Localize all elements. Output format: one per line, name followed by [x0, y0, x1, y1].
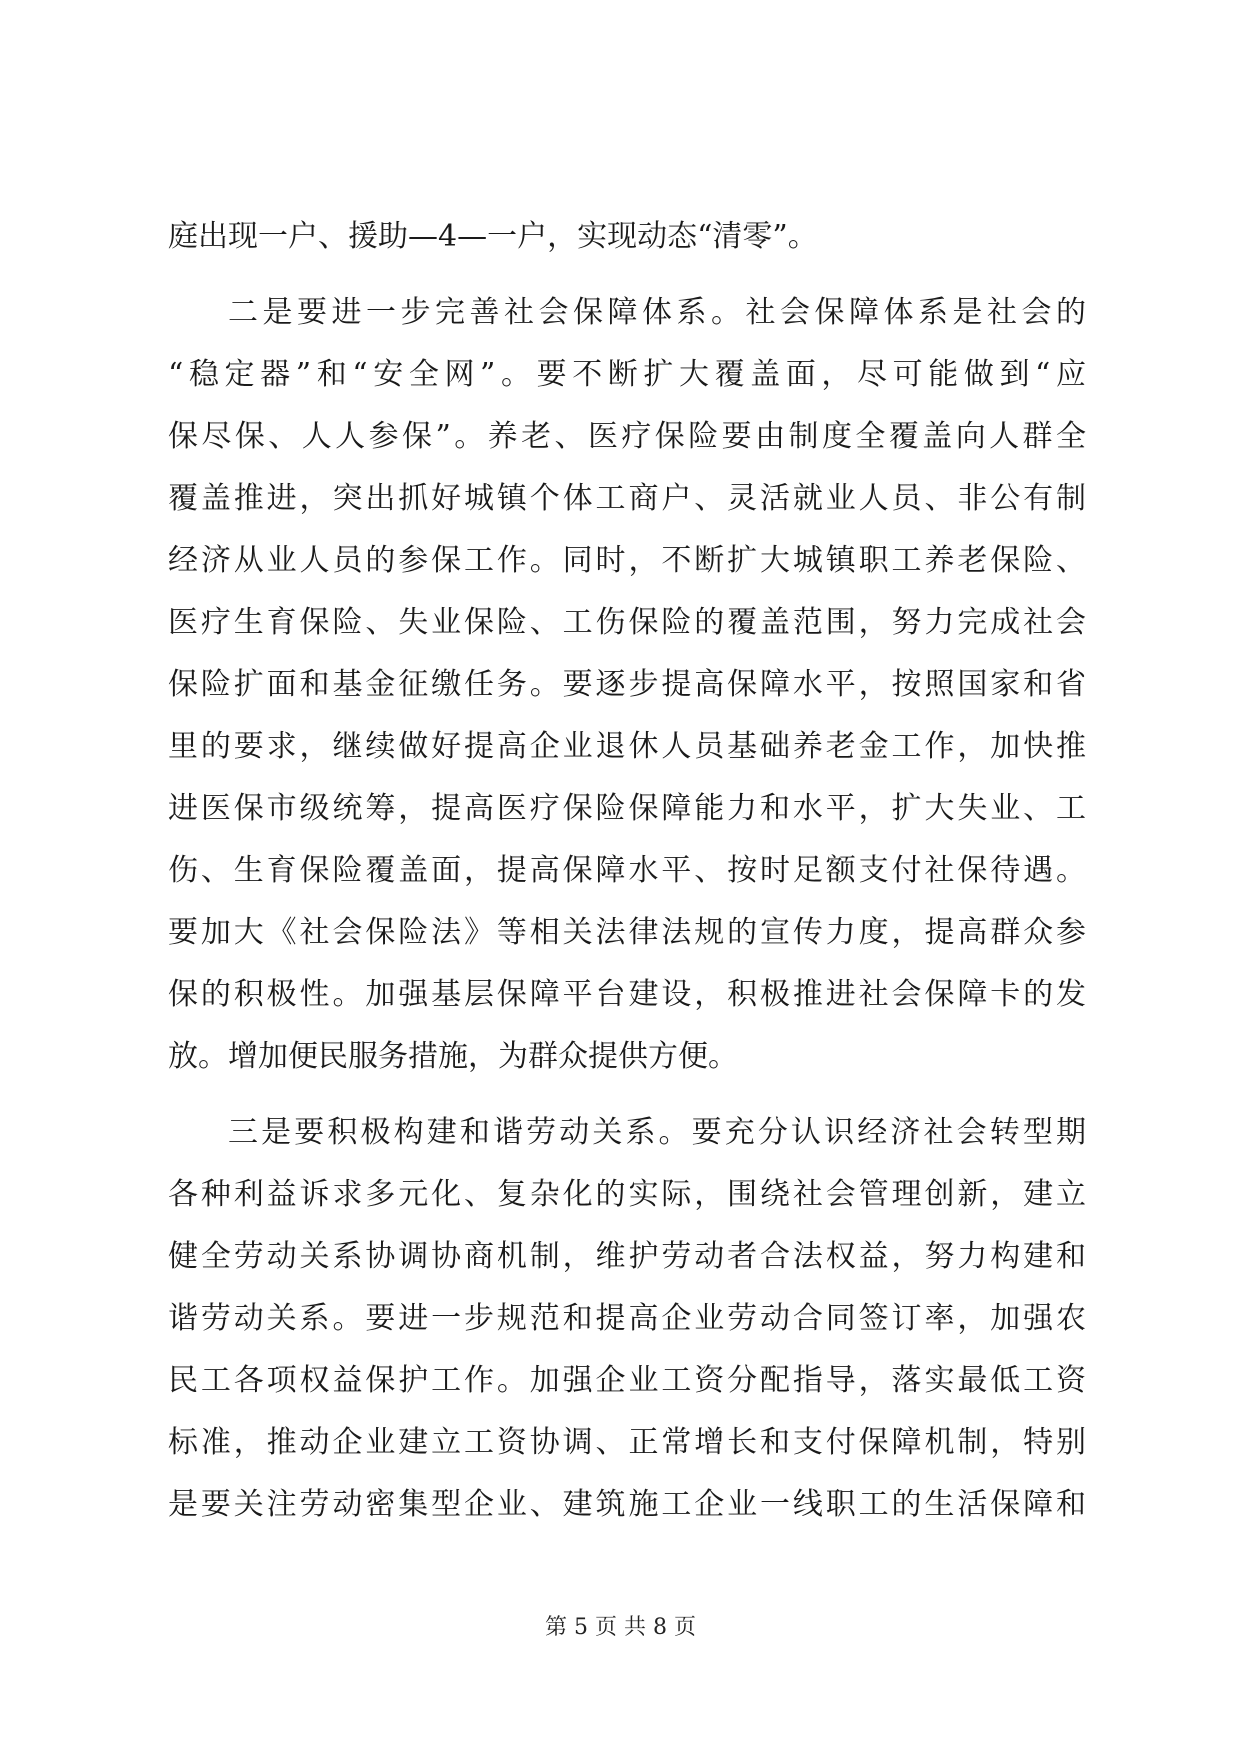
text-line: 伤、生育保险覆盖面，提高保障水平、按时足额支付社保待遇。: [168, 853, 1086, 888]
text-line: 谐劳动关系。要进一步规范和提高企业劳动合同签订率，加强农: [168, 1301, 1086, 1336]
text-line: 三是要积极构建和谐劳动关系。要充分认识经济社会转型期: [228, 1115, 1086, 1150]
paragraph-3: [168, 1102, 1086, 1536]
text-line: 标准，推动企业建立工资协调、正常增长和支付保障机制，特别: [168, 1425, 1086, 1460]
text-line: 医疗生育保险、失业保险、工伤保险的覆盖范围，努力完成社会: [168, 605, 1086, 640]
text-line: 放。增加便民服务措施，为群众提供方便。: [168, 1039, 738, 1074]
text-line: 保的积极性。加强基层保障平台建设，积极推进社会保障卡的发: [168, 977, 1086, 1012]
text-line: 是要关注劳动密集型企业、建筑施工企业一线职工的生活保障和: [168, 1487, 1086, 1522]
text-line: 民工各项权益保护工作。加强企业工资分配指导，落实最低工资: [168, 1363, 1086, 1398]
paragraph-2: [168, 282, 1086, 1088]
text-line: 进医保市级统筹，提高医疗保险保障能力和水平，扩大失业、工: [168, 791, 1086, 826]
text-line: “稳定器”和“安全网”。要不断扩大覆盖面，尽可能做到“应: [168, 357, 1086, 392]
page-number-footer: 第 5 页 共 8 页: [545, 1615, 696, 1640]
text-line: 覆盖推进，突出抓好城镇个体工商户、灵活就业人员、非公有制: [168, 481, 1086, 516]
document-body: [168, 206, 1086, 1536]
text-line: 庭出现一户、援助—4—一户，实现动态“清零”。: [168, 219, 818, 254]
text-line: 健全劳动关系协调协商机制，维护劳动者合法权益，努力构建和: [168, 1239, 1086, 1274]
text-line: 经济从业人员的参保工作。同时，不断扩大城镇职工养老保险、: [168, 543, 1086, 578]
text-line: 各种利益诉求多元化、复杂化的实际，围绕社会管理创新，建立: [168, 1177, 1086, 1212]
text-line: 二是要进一步完善社会保障体系。社会保障体系是社会的: [228, 295, 1086, 330]
text-line: 保尽保、人人参保”。养老、医疗保险要由制度全覆盖向人群全: [168, 419, 1086, 454]
text-line: 里的要求，继续做好提高企业退休人员基础养老金工作，加快推: [168, 729, 1086, 764]
text-line: 保险扩面和基金征缴任务。要逐步提高保障水平，按照国家和省: [168, 667, 1086, 702]
text-line: 要加大《社会保险法》等相关法律法规的宣传力度，提高群众参: [168, 915, 1086, 950]
paragraph-1: [168, 206, 1086, 268]
